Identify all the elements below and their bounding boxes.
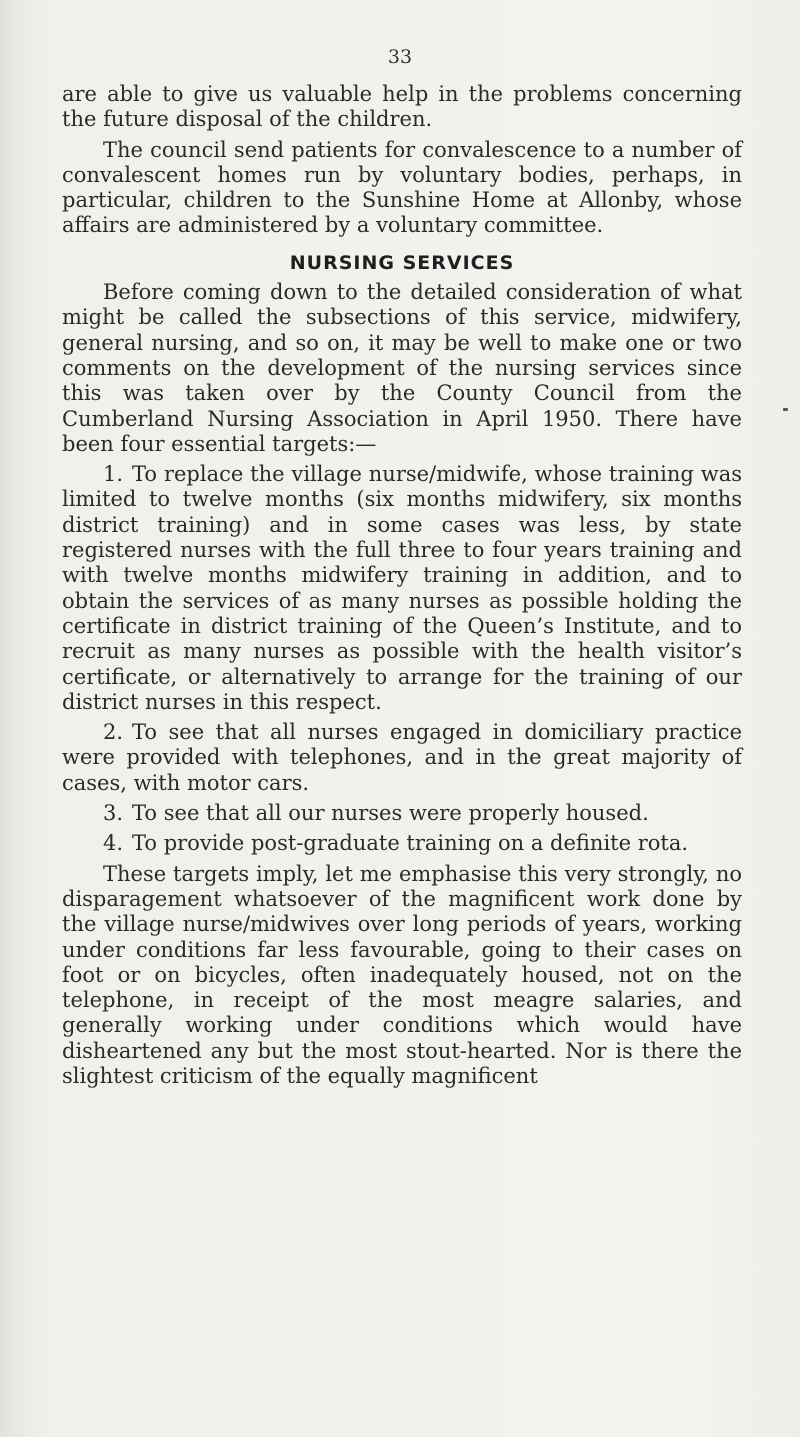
target-number: 4. — [103, 831, 124, 856]
page-number: 33 — [387, 46, 413, 68]
target-item-2 — [62, 720, 742, 796]
target-number: 3. — [103, 801, 124, 826]
continuation-paragraph: are able to give us valuable help in the problems concerning the future disposal of the children. — [62, 82, 742, 132]
target-text: To provide post-graduate training on a definite rota. — [132, 831, 689, 856]
target-item-1 — [62, 462, 742, 715]
scan-speck — [783, 408, 788, 411]
target-item-4 — [62, 831, 742, 856]
section-intro-paragraph: Before coming down to the detailed consideration of what might be called the subsections of this service, midwifery, general nursing, and so on, it may be well to make one or two comments on the development of the nursing services since this was taken over by the County Council from the Cumberland Nursing Association in April 1950. There have been four essential targets:— — [62, 280, 742, 456]
target-item-3 — [62, 801, 742, 826]
closing-paragraph: These targets imply, let me emphasise this very strongly, no disparagement whatsoever of the magnificent work done by the village nurse/midwives over long periods of years, working under conditions far less favourable, going to their cases on foot or on bicycles, often inadequately housed, not on the telephone, in receipt of the most meagre salaries, and generally working under conditions which would have disheartened any but the most stout-hearted. Nor is there the slightest criticism of the equally magnificent — [62, 861, 742, 1088]
target-text: To see that all nurses engaged in domiciliary practice were provided with telephones, and in the great majority of cases, with motor cars. — [62, 720, 742, 795]
target-text: To see that all our nurses were properly housed. — [132, 801, 649, 826]
target-text: To replace the village nurse/midwife, whose training was limited to twelve months (six months midwifery, six months district training) and in some cases was less, by state registered nurses with the full three to four years training and with twelve months midwifery training in addition, and to obtain the services of as many nurses as possible holding the certificate in district training of the Queen’s Institute, and to recruit as many nurses as possible with the health visitor’s certificate, or alternatively to arrange for the training of our district nurses in this respect. — [62, 462, 742, 714]
section-heading: NURSING SERVICES — [289, 251, 515, 274]
target-number: 1. — [103, 462, 124, 487]
page-body — [62, 82, 742, 1094]
convalescence-paragraph: The council send patients for convalescence to a number of convalescent homes run by voluntary bodies, perhaps, in particular, children to the Sunshine Home at Allonby, whose affairs are administered by a voluntary committee. — [62, 137, 742, 238]
target-number: 2. — [103, 720, 124, 745]
